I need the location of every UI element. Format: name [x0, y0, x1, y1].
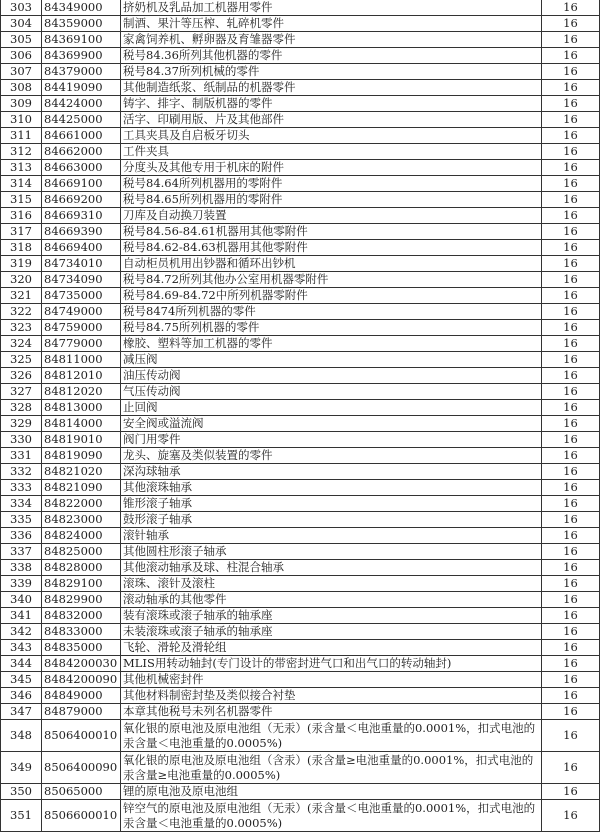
hs-code: 84425000: [42, 112, 121, 128]
table-row: [1, 688, 600, 704]
row-number: 310: [1, 112, 42, 128]
tax-rate: 16: [542, 704, 600, 720]
row-number: 347: [1, 704, 42, 720]
table-row: [1, 608, 600, 624]
hs-code: 85065000: [42, 784, 121, 800]
item-description: 工件夹具: [121, 144, 542, 160]
table-row: [1, 576, 600, 592]
table-row: [1, 448, 600, 464]
hs-code: 84734090: [42, 272, 121, 288]
item-description: 减压阀: [121, 352, 542, 368]
tax-rate: 16: [542, 64, 600, 80]
item-description: 税号84.75所列机器的零件: [121, 320, 542, 336]
hs-code: 84369100: [42, 32, 121, 48]
item-description: 制酒、果汁等压榨、轧碎机零件: [121, 16, 542, 32]
row-number: 307: [1, 64, 42, 80]
hs-code: 84825000: [42, 544, 121, 560]
item-description: 其他机械密封件: [121, 672, 542, 688]
tax-rate: 16: [542, 96, 600, 112]
tax-rate: 16: [542, 336, 600, 352]
tax-rate: 16: [542, 80, 600, 96]
hs-code: 8506400010: [42, 720, 121, 752]
item-description: 装有滚珠或滚子轴承的轴承座: [121, 608, 542, 624]
tax-rate: 16: [542, 32, 600, 48]
row-number: 345: [1, 672, 42, 688]
table-row: [1, 16, 600, 32]
tax-rate: 16: [542, 752, 600, 784]
hs-code: 84879000: [42, 704, 121, 720]
tax-rate: 16: [542, 416, 600, 432]
tax-rate: 16: [542, 48, 600, 64]
item-description: 本章其他税号未列名机器零件: [121, 704, 542, 720]
row-number: 341: [1, 608, 42, 624]
item-description: 分度头及其他专用于机床的附件: [121, 160, 542, 176]
hs-code: 84819010: [42, 432, 121, 448]
hs-code: 84824000: [42, 528, 121, 544]
hs-code: 84811000: [42, 352, 121, 368]
table-row: [1, 640, 600, 656]
table-row: [1, 320, 600, 336]
row-number: 344: [1, 656, 42, 672]
table-row: [1, 400, 600, 416]
row-number: 335: [1, 512, 42, 528]
tax-rate: 16: [542, 608, 600, 624]
row-number: 313: [1, 160, 42, 176]
item-description: 税号84.64所列机器用的零附件: [121, 176, 542, 192]
row-number: 326: [1, 368, 42, 384]
hs-code: 84734010: [42, 256, 121, 272]
item-description: 锌空气的原电池及原电池组（无汞）(汞含量＜电池重量的0.0001%，扣式电池的汞含量＜电池重量的0.0005%): [121, 800, 542, 832]
tax-rate: 16: [542, 224, 600, 240]
table-row: [1, 112, 600, 128]
table-row: [1, 352, 600, 368]
hs-code: 84779000: [42, 336, 121, 352]
table-row: [1, 192, 600, 208]
hs-code: 84662000: [42, 144, 121, 160]
table-row: [1, 48, 600, 64]
table-row: [1, 304, 600, 320]
item-description: 未装滚珠或滚子轴承的轴承座: [121, 624, 542, 640]
tax-rate: 16: [542, 480, 600, 496]
hs-code: 84359000: [42, 16, 121, 32]
hs-code: 84849000: [42, 688, 121, 704]
hs-code: 84419090: [42, 80, 121, 96]
tax-rate: 16: [542, 656, 600, 672]
table-row: [1, 240, 600, 256]
tax-rate: 16: [542, 624, 600, 640]
table-row: [1, 704, 600, 720]
table-row: [1, 784, 600, 800]
hs-code: 84832000: [42, 608, 121, 624]
hs-code: 84819090: [42, 448, 121, 464]
row-number: 318: [1, 240, 42, 256]
row-number: 330: [1, 432, 42, 448]
row-number: 338: [1, 560, 42, 576]
tax-rate: 16: [542, 176, 600, 192]
tax-rate: 16: [542, 448, 600, 464]
hs-code: 84669310: [42, 208, 121, 224]
item-description: 滚动轴承的其他零件: [121, 592, 542, 608]
tax-rate: 16: [542, 576, 600, 592]
row-number: 315: [1, 192, 42, 208]
row-number: 305: [1, 32, 42, 48]
row-number: 333: [1, 480, 42, 496]
tax-rate: 16: [542, 128, 600, 144]
item-description: 气压传动阀: [121, 384, 542, 400]
table-row: [1, 0, 600, 16]
hs-code: 84669400: [42, 240, 121, 256]
row-number: 303: [1, 0, 42, 16]
hs-code: 8484200030: [42, 656, 121, 672]
item-description: 氧化银的原电池及原电池组（含汞）(汞含量≥电池重量的0.0001%，扣式电池的汞含量≥电池重量的0.0005%): [121, 752, 542, 784]
tax-rate: 16: [542, 288, 600, 304]
tax-rate: 16: [542, 320, 600, 336]
hs-code: 84829100: [42, 576, 121, 592]
row-number: 314: [1, 176, 42, 192]
hs-code: 84823000: [42, 512, 121, 528]
tax-rate: 16: [542, 512, 600, 528]
hs-code: 84663000: [42, 160, 121, 176]
item-description: 油压传动阀: [121, 368, 542, 384]
hs-code: 84759000: [42, 320, 121, 336]
item-description: 橡胶、塑料等加工机器的零件: [121, 336, 542, 352]
table-row: [1, 272, 600, 288]
tax-rate: 16: [542, 352, 600, 368]
item-description: 税号84.65所列机器用的零附件: [121, 192, 542, 208]
tax-rate: 16: [542, 544, 600, 560]
table-row: [1, 384, 600, 400]
hs-code: 84812020: [42, 384, 121, 400]
tax-rate: 16: [542, 560, 600, 576]
item-description: 其他滚动轴承及球、柱混合轴承: [121, 560, 542, 576]
row-number: 316: [1, 208, 42, 224]
table-row: [1, 288, 600, 304]
item-description: 活字、印刷用版、片及其他部件: [121, 112, 542, 128]
hs-code: 84669390: [42, 224, 121, 240]
row-number: 321: [1, 288, 42, 304]
row-number: 322: [1, 304, 42, 320]
tax-rate: 16: [542, 272, 600, 288]
tax-rate: 16: [542, 16, 600, 32]
row-number: 309: [1, 96, 42, 112]
row-number: 327: [1, 384, 42, 400]
row-number: 337: [1, 544, 42, 560]
table-row: [1, 800, 600, 832]
item-description: 其他圆柱形滚子轴承: [121, 544, 542, 560]
hs-code: 84735000: [42, 288, 121, 304]
row-number: 351: [1, 800, 42, 832]
row-number: 317: [1, 224, 42, 240]
item-description: 飞轮、滑轮及滑轮组: [121, 640, 542, 656]
item-description: 税号84.69-84.72中所列机器零附件: [121, 288, 542, 304]
table-row: [1, 480, 600, 496]
table-row: [1, 96, 600, 112]
tax-rate: 16: [542, 304, 600, 320]
item-description: 氧化银的原电池及原电池组（无汞）(汞含量＜电池重量的0.0001%，扣式电池的汞含量＜电池重量的0.0005%): [121, 720, 542, 752]
row-number: 340: [1, 592, 42, 608]
item-description: 滚针轴承: [121, 528, 542, 544]
item-description: 挤奶机及乳品加工机器用零件: [121, 0, 542, 16]
row-number: 349: [1, 752, 42, 784]
row-number: 328: [1, 400, 42, 416]
hs-code: 84814000: [42, 416, 121, 432]
row-number: 348: [1, 720, 42, 752]
tax-rate: 16: [542, 720, 600, 752]
hs-code: 8506600010: [42, 800, 121, 832]
hs-code: 84424000: [42, 96, 121, 112]
item-description: 安全阀或溢流阀: [121, 416, 542, 432]
item-description: 鼓形滚子轴承: [121, 512, 542, 528]
row-number: 343: [1, 640, 42, 656]
tax-rate: 16: [542, 640, 600, 656]
table-body: [1, 0, 600, 832]
row-number: 336: [1, 528, 42, 544]
hs-code: 84821090: [42, 480, 121, 496]
table-row: [1, 80, 600, 96]
item-description: 其他制造纸浆、纸制品的机器零件: [121, 80, 542, 96]
tax-rate: 16: [542, 112, 600, 128]
table-row: [1, 32, 600, 48]
hs-code: 8506400090: [42, 752, 121, 784]
row-number: 350: [1, 784, 42, 800]
hs-code: 84833000: [42, 624, 121, 640]
table-row: [1, 752, 600, 784]
item-description: MLIS用转动轴封(专门设计的带密封进气口和出气口的转动轴封): [121, 656, 542, 672]
tax-rate: 16: [542, 672, 600, 688]
table-row: [1, 128, 600, 144]
item-description: 税号84.62-84.63机器用其他零附件: [121, 240, 542, 256]
hs-code: 84669100: [42, 176, 121, 192]
item-description: 深沟球轴承: [121, 464, 542, 480]
row-number: 339: [1, 576, 42, 592]
table-row: [1, 512, 600, 528]
hs-code: 84749000: [42, 304, 121, 320]
hs-code: 84813000: [42, 400, 121, 416]
table-row: [1, 464, 600, 480]
item-description: 税号8474所列机器的零件: [121, 304, 542, 320]
tax-rate: 16: [542, 192, 600, 208]
table-row: [1, 416, 600, 432]
table-row: [1, 256, 600, 272]
hs-code: 84821020: [42, 464, 121, 480]
row-number: 304: [1, 16, 42, 32]
tax-rate: 16: [542, 432, 600, 448]
table-row: [1, 656, 600, 672]
tax-rate: 16: [542, 0, 600, 16]
hs-code: 84822000: [42, 496, 121, 512]
hs-code: 84812010: [42, 368, 121, 384]
table-row: [1, 528, 600, 544]
hs-code: 84828000: [42, 560, 121, 576]
item-description: 自动柜员机用出钞器和循环出钞机: [121, 256, 542, 272]
hs-code: 84669200: [42, 192, 121, 208]
table-row: [1, 496, 600, 512]
tax-rate: 16: [542, 144, 600, 160]
item-description: 税号84.36所列其他机器的零件: [121, 48, 542, 64]
tax-rate: 16: [542, 528, 600, 544]
row-number: 325: [1, 352, 42, 368]
row-number: 332: [1, 464, 42, 480]
table-row: [1, 336, 600, 352]
table-row: [1, 176, 600, 192]
hs-code: 84835000: [42, 640, 121, 656]
tax-rate: 16: [542, 464, 600, 480]
table-row: [1, 560, 600, 576]
hs-code: 8484200090: [42, 672, 121, 688]
hs-code: 84349000: [42, 0, 121, 16]
tax-rate: 16: [542, 240, 600, 256]
row-number: 306: [1, 48, 42, 64]
item-description: 税号84.56-84.61机器用其他零附件: [121, 224, 542, 240]
item-description: 龙头、旋塞及类似装置的零件: [121, 448, 542, 464]
item-description: 止回阀: [121, 400, 542, 416]
table-row: [1, 624, 600, 640]
tax-rate: 16: [542, 800, 600, 832]
hs-code: 84661000: [42, 128, 121, 144]
hs-code: 84379000: [42, 64, 121, 80]
row-number: 331: [1, 448, 42, 464]
tax-rate: 16: [542, 784, 600, 800]
tax-rate: 16: [542, 208, 600, 224]
row-number: 346: [1, 688, 42, 704]
item-description: 其他材料制密封垫及类似接合衬垫: [121, 688, 542, 704]
row-number: 312: [1, 144, 42, 160]
table-row: [1, 672, 600, 688]
row-number: 323: [1, 320, 42, 336]
table-row: [1, 64, 600, 80]
table-row: [1, 592, 600, 608]
tax-rate: 16: [542, 592, 600, 608]
row-number: 319: [1, 256, 42, 272]
tax-rate: 16: [542, 688, 600, 704]
row-number: 334: [1, 496, 42, 512]
hs-code: 84369900: [42, 48, 121, 64]
table-row: [1, 368, 600, 384]
tax-rate: 16: [542, 256, 600, 272]
table-row: [1, 432, 600, 448]
table-row: [1, 544, 600, 560]
item-description: 锂的原电池及原电池组: [121, 784, 542, 800]
hs-code: 84829900: [42, 592, 121, 608]
item-description: 税号84.37所列机械的零件: [121, 64, 542, 80]
item-description: 工具夹具及自启板牙切头: [121, 128, 542, 144]
item-description: 税号84.72所列其他办公室用机器零附件: [121, 272, 542, 288]
item-description: 家禽饲养机、孵卵器及育雏器零件: [121, 32, 542, 48]
tax-rate: 16: [542, 400, 600, 416]
row-number: 329: [1, 416, 42, 432]
item-description: 刀库及自动换刀装置: [121, 208, 542, 224]
table-row: [1, 224, 600, 240]
item-description: 阀门用零件: [121, 432, 542, 448]
table-row: [1, 160, 600, 176]
row-number: 324: [1, 336, 42, 352]
item-description: 锥形滚子轴承: [121, 496, 542, 512]
item-description: 滚珠、滚针及滚柱: [121, 576, 542, 592]
table-row: [1, 208, 600, 224]
row-number: 342: [1, 624, 42, 640]
table-row: [1, 720, 600, 752]
row-number: 320: [1, 272, 42, 288]
tax-rate: 16: [542, 496, 600, 512]
tax-rate: 16: [542, 160, 600, 176]
row-number: 311: [1, 128, 42, 144]
item-description: 其他滚珠轴承: [121, 480, 542, 496]
tax-rate: 16: [542, 368, 600, 384]
tax-rate: 16: [542, 384, 600, 400]
table-row: [1, 144, 600, 160]
row-number: 308: [1, 80, 42, 96]
item-description: 铸字、排字、制版机器的零件: [121, 96, 542, 112]
